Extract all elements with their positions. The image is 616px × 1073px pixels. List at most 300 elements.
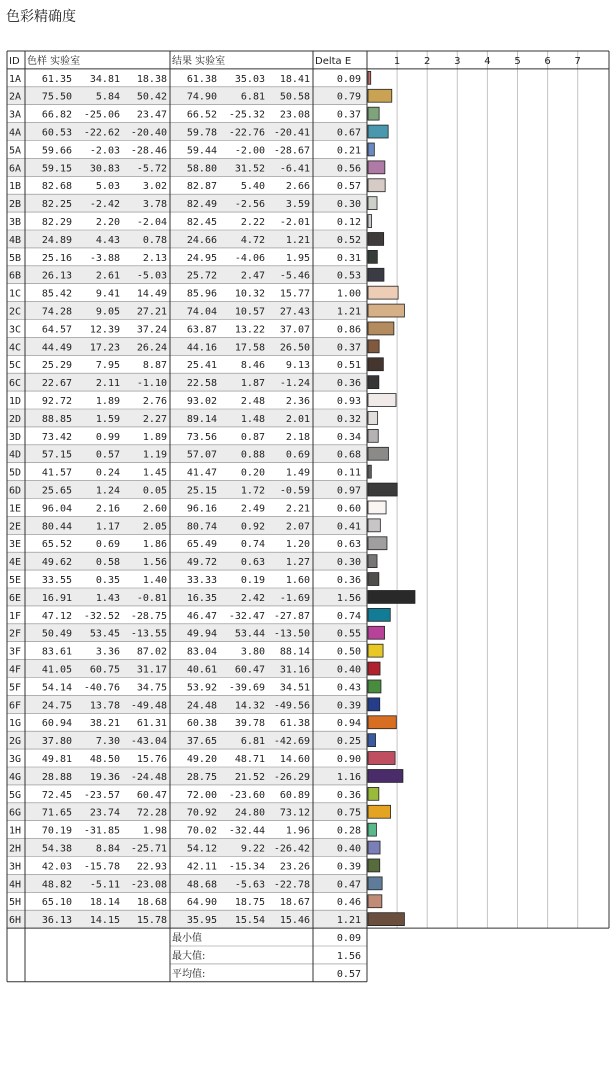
delta-e-bar — [368, 877, 382, 890]
result-lab-value: 0.92 — [240, 521, 265, 533]
patch-id: 2A — [9, 91, 22, 103]
delta-e-bar — [368, 859, 380, 872]
header-delta-e: Delta E — [315, 55, 352, 67]
result-lab-value: 42.11 — [186, 861, 217, 873]
delta-e-value: 0.09 — [336, 73, 361, 85]
result-lab-value: 1.49 — [285, 467, 310, 479]
delta-e-bar — [368, 71, 371, 84]
sample-lab-value: 8.87 — [142, 360, 167, 372]
result-lab-value: 35.95 — [186, 915, 217, 927]
sample-lab-value: 48.50 — [89, 754, 120, 765]
sample-lab-value: 92.72 — [41, 396, 72, 407]
sample-lab-value: 14.15 — [89, 915, 120, 927]
sample-lab-value: 1.59 — [95, 413, 120, 425]
sample-lab-value: 13.78 — [89, 700, 120, 712]
result-lab-value: -22.78 — [273, 879, 310, 891]
patch-id: 4A — [9, 127, 22, 139]
delta-e-value: 0.79 — [336, 91, 361, 103]
axis-tick-label: 5 — [514, 55, 521, 67]
result-lab-value: 88.14 — [279, 646, 310, 658]
sample-lab-value: 71.65 — [41, 807, 72, 819]
delta-e-value: 0.43 — [336, 682, 361, 694]
sample-lab-value: -2.04 — [136, 217, 167, 228]
patch-id: 5A — [9, 145, 22, 157]
sample-lab-value: 9.05 — [95, 306, 120, 318]
patch-id: 5E — [9, 575, 22, 586]
sample-lab-value: 0.57 — [95, 449, 120, 461]
result-lab-value: 2.07 — [285, 521, 310, 533]
patch-id: 6B — [9, 270, 22, 282]
result-lab-value: 48.71 — [234, 754, 265, 765]
result-lab-value: -1.24 — [279, 378, 310, 390]
delta-e-bar — [368, 358, 383, 371]
sample-lab-value: 87.02 — [136, 646, 167, 658]
delta-e-value: 0.25 — [336, 736, 361, 748]
result-lab-value: 6.81 — [240, 736, 265, 748]
sample-lab-value: 0.69 — [95, 539, 120, 551]
summary-label: 最大值: — [172, 950, 206, 962]
patch-id: 3F — [9, 646, 22, 658]
patch-id: 4H — [9, 879, 22, 891]
patch-id: 1F — [9, 610, 22, 622]
sample-lab-value: 47.12 — [41, 610, 72, 622]
sample-lab-value: 0.35 — [95, 575, 120, 586]
sample-lab-value: 37.24 — [136, 324, 167, 336]
result-lab-value: 49.94 — [186, 628, 217, 640]
delta-e-bar — [368, 501, 386, 514]
sample-lab-value: -31.85 — [83, 825, 120, 837]
sample-lab-value: 60.75 — [89, 664, 120, 676]
result-lab-value: 33.33 — [186, 575, 217, 586]
sample-lab-value: -1.10 — [136, 378, 167, 390]
delta-e-value: 0.47 — [336, 879, 361, 891]
result-lab-value: 0.19 — [240, 575, 265, 586]
delta-e-bar — [368, 89, 392, 102]
patch-id: 2B — [9, 199, 22, 211]
result-lab-value: 96.16 — [186, 503, 217, 515]
patch-id: 6D — [9, 485, 22, 497]
patch-id: 3G — [9, 754, 22, 765]
sample-lab-value: 73.42 — [41, 431, 72, 443]
delta-e-value: 0.41 — [336, 521, 361, 533]
sample-lab-value: 31.17 — [136, 664, 167, 676]
result-lab-value: -4.06 — [234, 252, 265, 264]
delta-e-bar — [368, 841, 380, 854]
result-lab-value: -20.41 — [273, 127, 310, 139]
delta-e-value: 0.21 — [336, 145, 361, 157]
result-lab-value: -23.60 — [228, 789, 265, 801]
sample-lab-value: 49.81 — [41, 754, 72, 765]
sample-lab-value: 82.29 — [41, 217, 72, 228]
patch-id: 6G — [9, 807, 22, 819]
sample-lab-value: 27.21 — [136, 306, 167, 318]
result-lab-value: -42.69 — [273, 736, 310, 748]
result-lab-value: 74.04 — [186, 306, 217, 318]
sample-lab-value: 49.62 — [41, 557, 72, 569]
result-lab-value: -27.87 — [273, 610, 310, 622]
delta-e-value: 0.40 — [336, 664, 361, 676]
result-lab-value: 82.45 — [186, 217, 217, 228]
patch-id: 2E — [9, 521, 22, 533]
result-lab-value: 34.51 — [279, 682, 310, 694]
result-lab-value: 0.74 — [240, 539, 265, 551]
sample-lab-value: 19.36 — [89, 771, 120, 783]
sample-lab-value: -24.48 — [130, 771, 167, 783]
patch-id: 5B — [9, 252, 22, 264]
patch-id: 2F — [9, 628, 22, 640]
sample-lab-value: 72.45 — [41, 789, 72, 801]
sample-lab-value: 18.14 — [89, 897, 120, 909]
patch-id: 4D — [9, 449, 22, 461]
result-lab-value: 0.63 — [240, 557, 265, 569]
delta-e-bar — [368, 519, 380, 532]
delta-e-value: 0.50 — [336, 646, 361, 658]
sample-lab-value: 24.75 — [41, 700, 72, 712]
patch-id: 4E — [9, 557, 22, 569]
sample-lab-value: 1.24 — [95, 485, 120, 497]
patch-id: 3A — [9, 109, 22, 121]
delta-e-value: 1.16 — [336, 771, 361, 783]
patch-id: 5C — [9, 360, 22, 372]
delta-e-bar — [368, 662, 380, 675]
result-lab-value: -26.42 — [273, 843, 310, 855]
sample-lab-value: -20.40 — [130, 127, 167, 139]
result-lab-value: 1.95 — [285, 252, 310, 264]
sample-lab-value: 8.84 — [95, 843, 120, 855]
result-lab-value: 59.44 — [186, 145, 217, 157]
delta-e-bar — [368, 340, 379, 353]
sample-lab-value: 61.31 — [136, 718, 167, 730]
delta-e-value: 0.90 — [336, 754, 361, 765]
delta-e-value: 0.39 — [336, 861, 361, 873]
result-lab-value: 59.78 — [186, 127, 217, 139]
sample-lab-value: -3.88 — [89, 252, 120, 264]
result-lab-value: 44.16 — [186, 342, 217, 354]
patch-id: 5H — [9, 897, 22, 909]
result-lab-value: 1.72 — [240, 485, 265, 497]
result-lab-value: 89.14 — [186, 413, 217, 425]
result-lab-value: 23.08 — [279, 109, 310, 121]
page-title: 色彩精确度 — [6, 9, 76, 25]
delta-e-bar — [368, 179, 385, 192]
result-lab-value: 18.75 — [234, 897, 265, 909]
patch-id: 3D — [9, 431, 22, 443]
delta-e-bar — [368, 698, 380, 711]
delta-e-bar — [368, 161, 385, 174]
delta-e-value: 0.39 — [336, 700, 361, 712]
sample-lab-value: 48.82 — [41, 879, 72, 891]
delta-e-value: 0.60 — [336, 503, 361, 515]
sample-lab-value: 59.15 — [41, 163, 72, 175]
sample-lab-value: 3.02 — [142, 181, 167, 193]
delta-e-bar — [368, 447, 388, 460]
delta-e-bar — [368, 429, 378, 442]
sample-lab-value: 2.76 — [142, 396, 167, 407]
result-lab-value: 31.16 — [279, 664, 310, 676]
delta-e-value: 0.30 — [336, 557, 361, 569]
result-lab-value: 2.48 — [240, 396, 265, 407]
sample-lab-value: 25.16 — [41, 252, 72, 264]
sample-lab-value: 54.14 — [41, 682, 72, 694]
sample-lab-value: 66.82 — [41, 109, 72, 121]
sample-lab-value: 1.89 — [142, 431, 167, 443]
delta-e-bar — [368, 537, 387, 550]
result-lab-value: 74.90 — [186, 91, 217, 103]
delta-e-value: 0.30 — [336, 199, 361, 211]
sample-lab-value: 25.65 — [41, 485, 72, 497]
patch-id: 1E — [9, 503, 22, 515]
sample-lab-value: 2.61 — [95, 270, 120, 282]
sample-lab-value: 30.83 — [89, 163, 120, 175]
result-lab-value: -5.63 — [234, 879, 265, 891]
result-lab-value: 17.58 — [234, 342, 265, 354]
result-lab-value: 31.52 — [234, 163, 265, 175]
axis-tick-label: 2 — [424, 55, 431, 67]
delta-e-bar — [368, 805, 391, 818]
result-lab-value: 60.47 — [234, 664, 265, 676]
summary-label: 平均值: — [172, 968, 206, 980]
delta-e-value: 0.86 — [336, 324, 361, 336]
patch-id: 2G — [9, 736, 22, 748]
result-lab-value: 61.38 — [279, 718, 310, 730]
sample-lab-value: -49.48 — [130, 700, 167, 712]
delta-e-value: 0.28 — [336, 825, 361, 837]
sample-lab-value: 83.61 — [41, 646, 72, 658]
delta-e-bar — [368, 143, 374, 156]
result-lab-value: 24.95 — [186, 252, 217, 264]
result-lab-value: 40.61 — [186, 664, 217, 676]
summary-value: 0.09 — [336, 933, 361, 944]
delta-e-bar — [368, 215, 372, 228]
result-lab-value: 2.36 — [285, 396, 310, 407]
sample-lab-value: -0.81 — [136, 592, 167, 604]
result-lab-value: 6.81 — [240, 91, 265, 103]
sample-lab-value: 0.58 — [95, 557, 120, 569]
sample-lab-value: 82.25 — [41, 199, 72, 211]
result-lab-value: 2.66 — [285, 181, 310, 193]
sample-lab-value: 54.38 — [41, 843, 72, 855]
sample-lab-value: 22.67 — [41, 378, 72, 390]
sample-lab-value: -2.42 — [89, 199, 120, 211]
patch-id: 2H — [9, 843, 22, 855]
result-lab-value: 2.21 — [285, 503, 310, 515]
delta-e-bar — [368, 394, 396, 407]
result-lab-value: 49.20 — [186, 754, 217, 765]
header-id: ID — [9, 55, 20, 67]
sample-lab-value: 2.05 — [142, 521, 167, 533]
sample-lab-value: 4.43 — [95, 234, 120, 246]
result-lab-value: 15.77 — [279, 288, 310, 300]
delta-e-value: 0.36 — [336, 378, 361, 390]
sample-lab-value: 44.49 — [41, 342, 72, 354]
sample-lab-value: 2.60 — [142, 503, 167, 515]
sample-lab-value: 0.78 — [142, 234, 167, 246]
result-lab-value: 66.52 — [186, 109, 217, 121]
delta-e-value: 0.40 — [336, 843, 361, 855]
delta-e-bar — [368, 376, 379, 389]
delta-e-value: 0.97 — [336, 485, 361, 497]
result-lab-value: 73.56 — [186, 431, 217, 443]
result-lab-value: -2.01 — [279, 217, 310, 228]
sample-lab-value: 25.29 — [41, 360, 72, 372]
sample-lab-value: 41.05 — [41, 664, 72, 676]
sample-lab-value: 28.88 — [41, 771, 72, 783]
result-lab-value: -6.41 — [279, 163, 310, 175]
patch-id: 1A — [9, 73, 22, 85]
patch-id: 3C — [9, 324, 22, 336]
result-lab-value: 72.00 — [186, 789, 217, 801]
sample-lab-value: 1.17 — [95, 521, 120, 533]
sample-lab-value: 2.20 — [95, 217, 120, 228]
sample-lab-value: 3.78 — [142, 199, 167, 211]
result-lab-value: 0.87 — [240, 431, 265, 443]
result-lab-value: 37.65 — [186, 736, 217, 748]
result-lab-value: 1.60 — [285, 575, 310, 586]
delta-e-value: 0.55 — [336, 628, 361, 640]
sample-lab-value: 16.91 — [41, 592, 72, 604]
sample-lab-value: 2.13 — [142, 252, 167, 264]
sample-lab-value: -5.03 — [136, 270, 167, 282]
result-lab-value: 53.92 — [186, 682, 217, 694]
delta-e-bar — [368, 555, 377, 568]
header-result-lab: 结果 实验室 — [172, 55, 226, 67]
patch-id: 3H — [9, 861, 22, 873]
result-lab-value: 53.44 — [234, 628, 265, 640]
result-lab-value: -2.56 — [234, 199, 265, 211]
result-lab-value: 27.43 — [279, 306, 310, 318]
sample-lab-value: 88.85 — [41, 413, 72, 425]
delta-e-bar — [368, 644, 383, 657]
sample-lab-value: 2.11 — [95, 378, 120, 390]
patch-id: 6A — [9, 163, 22, 175]
patch-id: 6F — [9, 700, 22, 712]
sample-lab-value: 14.49 — [136, 288, 167, 300]
delta-e-bar — [368, 197, 377, 210]
sample-lab-value: 18.68 — [136, 897, 167, 909]
result-lab-value: 4.72 — [240, 234, 265, 246]
result-lab-value: 93.02 — [186, 396, 217, 407]
sample-lab-value: 65.52 — [41, 539, 72, 551]
result-lab-value: 5.40 — [240, 181, 265, 193]
sample-lab-value: 61.35 — [41, 73, 72, 85]
result-lab-value: 57.07 — [186, 449, 217, 461]
sample-lab-value: -2.03 — [89, 145, 120, 157]
sample-lab-value: 70.19 — [41, 825, 72, 837]
sample-lab-value: 0.99 — [95, 431, 120, 443]
sample-lab-value: -32.52 — [83, 610, 120, 622]
result-lab-value: 60.38 — [186, 718, 217, 730]
result-lab-value: 80.74 — [186, 521, 217, 533]
delta-e-value: 0.94 — [336, 718, 361, 730]
result-lab-value: -32.47 — [228, 610, 265, 622]
patch-id: 2D — [9, 413, 22, 425]
sample-lab-value: 34.81 — [89, 73, 120, 85]
axis-tick-label: 4 — [484, 55, 491, 67]
delta-e-value: 0.37 — [336, 342, 361, 354]
sample-lab-value: 22.93 — [136, 861, 167, 873]
result-lab-value: 1.87 — [240, 378, 265, 390]
delta-e-value: 0.36 — [336, 789, 361, 801]
result-lab-value: 2.18 — [285, 431, 310, 443]
sample-lab-value: 23.74 — [89, 807, 120, 819]
result-lab-value: 1.48 — [240, 413, 265, 425]
result-lab-value: 61.38 — [186, 73, 217, 85]
sample-lab-value: 50.49 — [41, 628, 72, 640]
sample-lab-value: 60.94 — [41, 718, 72, 730]
result-lab-value: 82.49 — [186, 199, 217, 211]
result-lab-value: 28.75 — [186, 771, 217, 783]
result-lab-value: 82.87 — [186, 181, 217, 193]
result-lab-value: 1.96 — [285, 825, 310, 837]
delta-e-bar — [368, 465, 371, 478]
result-lab-value: 48.68 — [186, 879, 217, 891]
sample-lab-value: 60.47 — [136, 789, 167, 801]
result-lab-value: 54.12 — [186, 843, 217, 855]
result-lab-value: 18.67 — [279, 897, 310, 909]
result-lab-value: 15.46 — [279, 915, 310, 927]
delta-e-bar — [368, 573, 379, 586]
patch-id: 4G — [9, 771, 22, 783]
sample-lab-value: 15.76 — [136, 754, 167, 765]
delta-e-value: 1.00 — [336, 288, 361, 300]
patch-id: 6C — [9, 378, 22, 390]
sample-lab-value: 50.42 — [136, 91, 167, 103]
patch-id: 1C — [9, 288, 22, 300]
sample-lab-value: 0.05 — [142, 485, 167, 497]
result-lab-value: -26.29 — [273, 771, 310, 783]
sample-lab-value: -13.55 — [130, 628, 167, 640]
result-lab-value: 14.32 — [234, 700, 265, 712]
delta-e-value: 0.75 — [336, 807, 361, 819]
result-lab-value: -15.34 — [228, 861, 265, 873]
summary-value: 1.56 — [336, 950, 361, 962]
result-lab-value: 70.02 — [186, 825, 217, 837]
delta-e-value: 1.21 — [336, 306, 361, 318]
patch-id: 1B — [9, 181, 22, 193]
sample-lab-value: -28.46 — [130, 145, 167, 157]
delta-e-value: 0.52 — [336, 234, 361, 246]
result-lab-value: -25.32 — [228, 109, 265, 121]
sample-lab-value: 1.40 — [142, 575, 167, 586]
delta-e-value: 0.31 — [336, 252, 361, 264]
result-lab-value: 25.72 — [186, 270, 217, 282]
delta-e-value: 0.93 — [336, 396, 361, 407]
sample-lab-value: -5.11 — [89, 879, 120, 891]
result-lab-value: 1.21 — [285, 234, 310, 246]
sample-lab-value: 85.42 — [41, 288, 72, 300]
sample-lab-value: 1.89 — [95, 396, 120, 407]
result-lab-value: -0.59 — [279, 485, 310, 497]
delta-e-value: 0.46 — [336, 897, 361, 909]
result-lab-value: 2.01 — [285, 413, 310, 425]
patch-id: 4C — [9, 342, 22, 354]
result-lab-value: 41.47 — [186, 467, 217, 479]
sample-lab-value: 80.44 — [41, 521, 72, 533]
sample-lab-value: -23.08 — [130, 879, 167, 891]
result-lab-value: -2.00 — [234, 145, 265, 157]
delta-e-value: 0.56 — [336, 163, 361, 175]
delta-e-bar — [368, 787, 379, 800]
result-lab-value: 58.80 — [186, 163, 217, 175]
sample-lab-value: 60.53 — [41, 127, 72, 139]
result-lab-value: 0.88 — [240, 449, 265, 461]
result-lab-value: -28.67 — [273, 145, 310, 157]
result-lab-value: 2.47 — [240, 270, 265, 282]
delta-e-value: 0.67 — [336, 127, 361, 139]
delta-e-bar — [368, 250, 377, 263]
delta-e-value: 0.51 — [336, 360, 361, 372]
result-lab-value: 50.58 — [279, 91, 310, 103]
